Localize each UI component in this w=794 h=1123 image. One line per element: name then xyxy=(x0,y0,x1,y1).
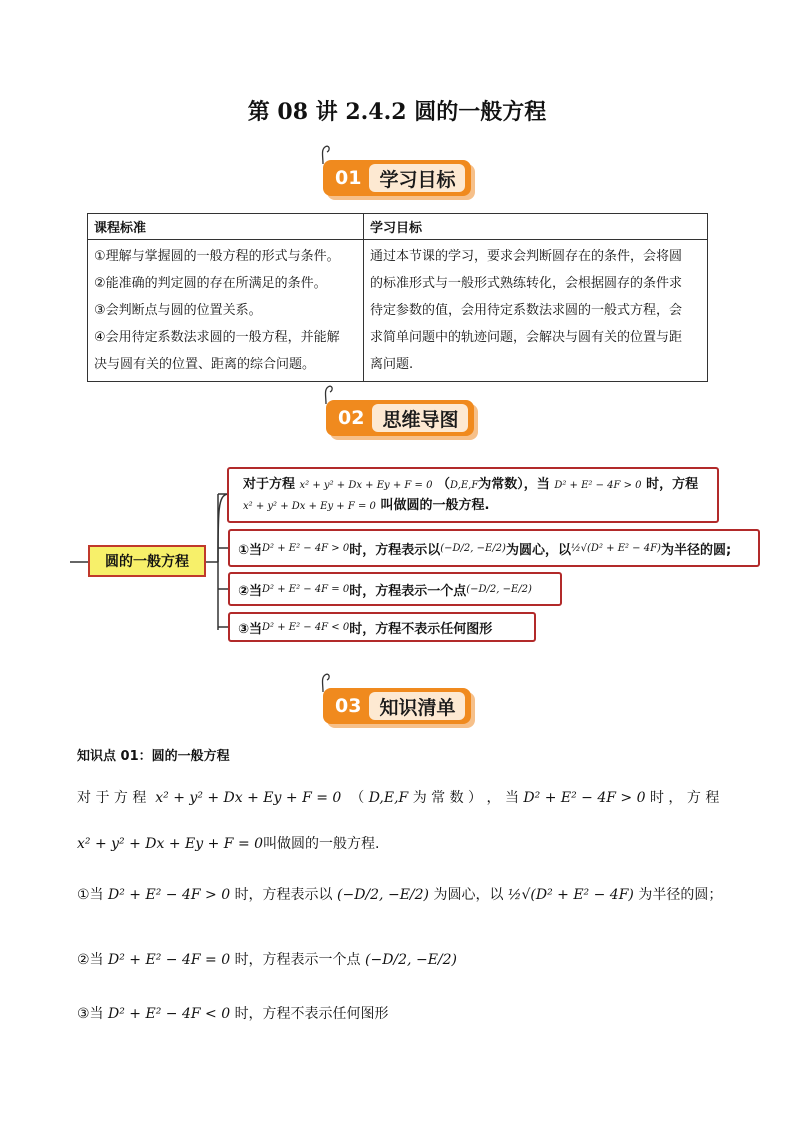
text: ①当 xyxy=(238,542,263,558)
condition: D² + E² − 4F > 0 xyxy=(108,887,231,903)
objective-line: 离问题. xyxy=(370,357,414,372)
objective-line: 通过本节课的学习，要求会判断圆存在的条件，会将圆 xyxy=(370,249,683,264)
section-badge-knowledge xyxy=(323,688,473,728)
text: ②当 xyxy=(77,952,104,968)
text: （ xyxy=(350,790,365,806)
standard-line: ①理解与掌握圆的一般方程的形式与条件。 xyxy=(94,249,340,264)
knowledge-line-1 xyxy=(77,787,722,807)
text: 时，方程表示以 xyxy=(234,887,333,903)
section-badge-goals xyxy=(323,160,473,200)
section-label: 知识清单 xyxy=(369,692,465,720)
text: 时，方程表示以 xyxy=(349,542,441,558)
text: 叫做圆的一般方程. xyxy=(380,498,490,513)
table-header-standard: 课程标准 xyxy=(88,214,364,240)
page-title: 第 08 讲 2.4.2 圆的一般方程 xyxy=(247,99,547,125)
text: 为半径的圆; xyxy=(660,542,732,558)
params: D,E,F xyxy=(368,790,409,806)
knowledge-line-2 xyxy=(77,833,380,853)
text: 为常数），当 xyxy=(478,477,550,492)
center: (−D/2, −E/2) xyxy=(337,887,429,903)
text: 为圆心，以 xyxy=(505,542,571,558)
section-number: 02 xyxy=(338,407,365,429)
text: 时 ， 方 程 xyxy=(649,790,720,806)
text: ②当 xyxy=(238,583,263,599)
badge-box xyxy=(323,160,471,196)
knowledge-heading: 知识点 01：圆的一般方程 xyxy=(77,749,230,764)
condition: D² + E² − 4F = 0 xyxy=(262,583,350,595)
text: （ xyxy=(436,477,450,492)
mindmap-branch-circle xyxy=(228,529,760,567)
radius: ½√(D² + E² − 4F) xyxy=(570,542,661,554)
text: 为半径的圆； xyxy=(638,887,723,903)
objective-line: 的标准形式与一般形式熟练转化，会根据圆存的条件求 xyxy=(370,276,683,291)
badge-box xyxy=(326,400,474,436)
section-label: 学习目标 xyxy=(369,164,465,192)
text: 时，方程不表示任何图形 xyxy=(349,621,493,637)
standard-line: ②能准确的判定圆的存在所满足的条件。 xyxy=(94,276,327,291)
mindmap-branch-definition xyxy=(227,467,719,523)
text: ③当 xyxy=(238,621,263,637)
point: (−D/2, −E/2) xyxy=(365,952,457,968)
text: 叫做圆的一般方程. xyxy=(263,836,380,852)
section-badge-mindmap xyxy=(326,400,476,440)
text: 时，方程不表示任何图形 xyxy=(234,1006,389,1022)
knowledge-line-3 xyxy=(77,884,722,904)
equation: x² + y² + Dx + Ey + F = 0 xyxy=(155,790,342,806)
goals-table xyxy=(87,213,708,382)
mindmap-branch-none xyxy=(228,612,536,642)
table-cell-standards xyxy=(88,240,364,382)
text: 时，方程表示一个点 xyxy=(234,952,361,968)
section-label: 思维导图 xyxy=(372,404,468,432)
condition: D² + E² − 4F > 0 xyxy=(554,480,642,491)
equation: x² + y² + Dx + Ey + F = 0 xyxy=(299,480,433,491)
condition: D² + E² − 4F < 0 xyxy=(262,621,350,633)
table-header-objectives: 学习目标 xyxy=(364,214,708,240)
text: 为 常 数 ） ， 当 xyxy=(412,790,519,806)
text: ①当 xyxy=(77,887,104,903)
condition: D² + E² − 4F > 0 xyxy=(523,790,646,806)
center: (−D/2, −E/2) xyxy=(440,542,506,554)
condition: D² + E² − 4F < 0 xyxy=(108,1006,231,1022)
table-cell-objectives xyxy=(364,240,708,382)
section-number: 03 xyxy=(335,695,362,717)
text: 为圆心，以 xyxy=(433,887,504,903)
standard-line: ③会判断点与圆的位置关系。 xyxy=(94,303,262,318)
params: D,E,F xyxy=(450,480,479,491)
table-row xyxy=(88,240,708,382)
mindmap-branch-point xyxy=(228,572,562,606)
mindmap-root: 圆的一般方程 xyxy=(88,545,206,577)
table-header-row xyxy=(88,214,708,240)
section-number: 01 xyxy=(335,167,362,189)
text: ③当 xyxy=(77,1006,104,1022)
standard-line: ④会用待定系数法求圆的一般方程，并能解 xyxy=(94,330,340,345)
text: 时，方程表示一个点 xyxy=(349,583,467,599)
condition: D² + E² − 4F > 0 xyxy=(262,542,350,554)
radius: ½√(D² + E² − 4F) xyxy=(507,887,634,903)
badge-box xyxy=(323,688,471,724)
point: (−D/2, −E/2) xyxy=(466,583,532,595)
standard-line: 决与圆有关的位置、距离的综合问题。 xyxy=(94,357,316,372)
knowledge-line-4 xyxy=(77,949,457,969)
equation: x² + y² + Dx + Ey + F = 0 xyxy=(77,836,264,852)
text: 对于方程 xyxy=(243,477,296,492)
equation: x² + y² + Dx + Ey + F = 0 xyxy=(243,501,376,512)
objective-line: 求简单问题中的轨迹问题，会解决与圆有关的位置与距 xyxy=(370,330,683,345)
objective-line: 待定参数的值，会用待定系数法求圆的一般式方程，会 xyxy=(370,303,683,318)
text: 时，方程 xyxy=(646,477,699,492)
knowledge-line-5 xyxy=(77,1003,389,1023)
text: 对 于 方 程 xyxy=(77,790,147,806)
condition: D² + E² − 4F = 0 xyxy=(108,952,231,968)
